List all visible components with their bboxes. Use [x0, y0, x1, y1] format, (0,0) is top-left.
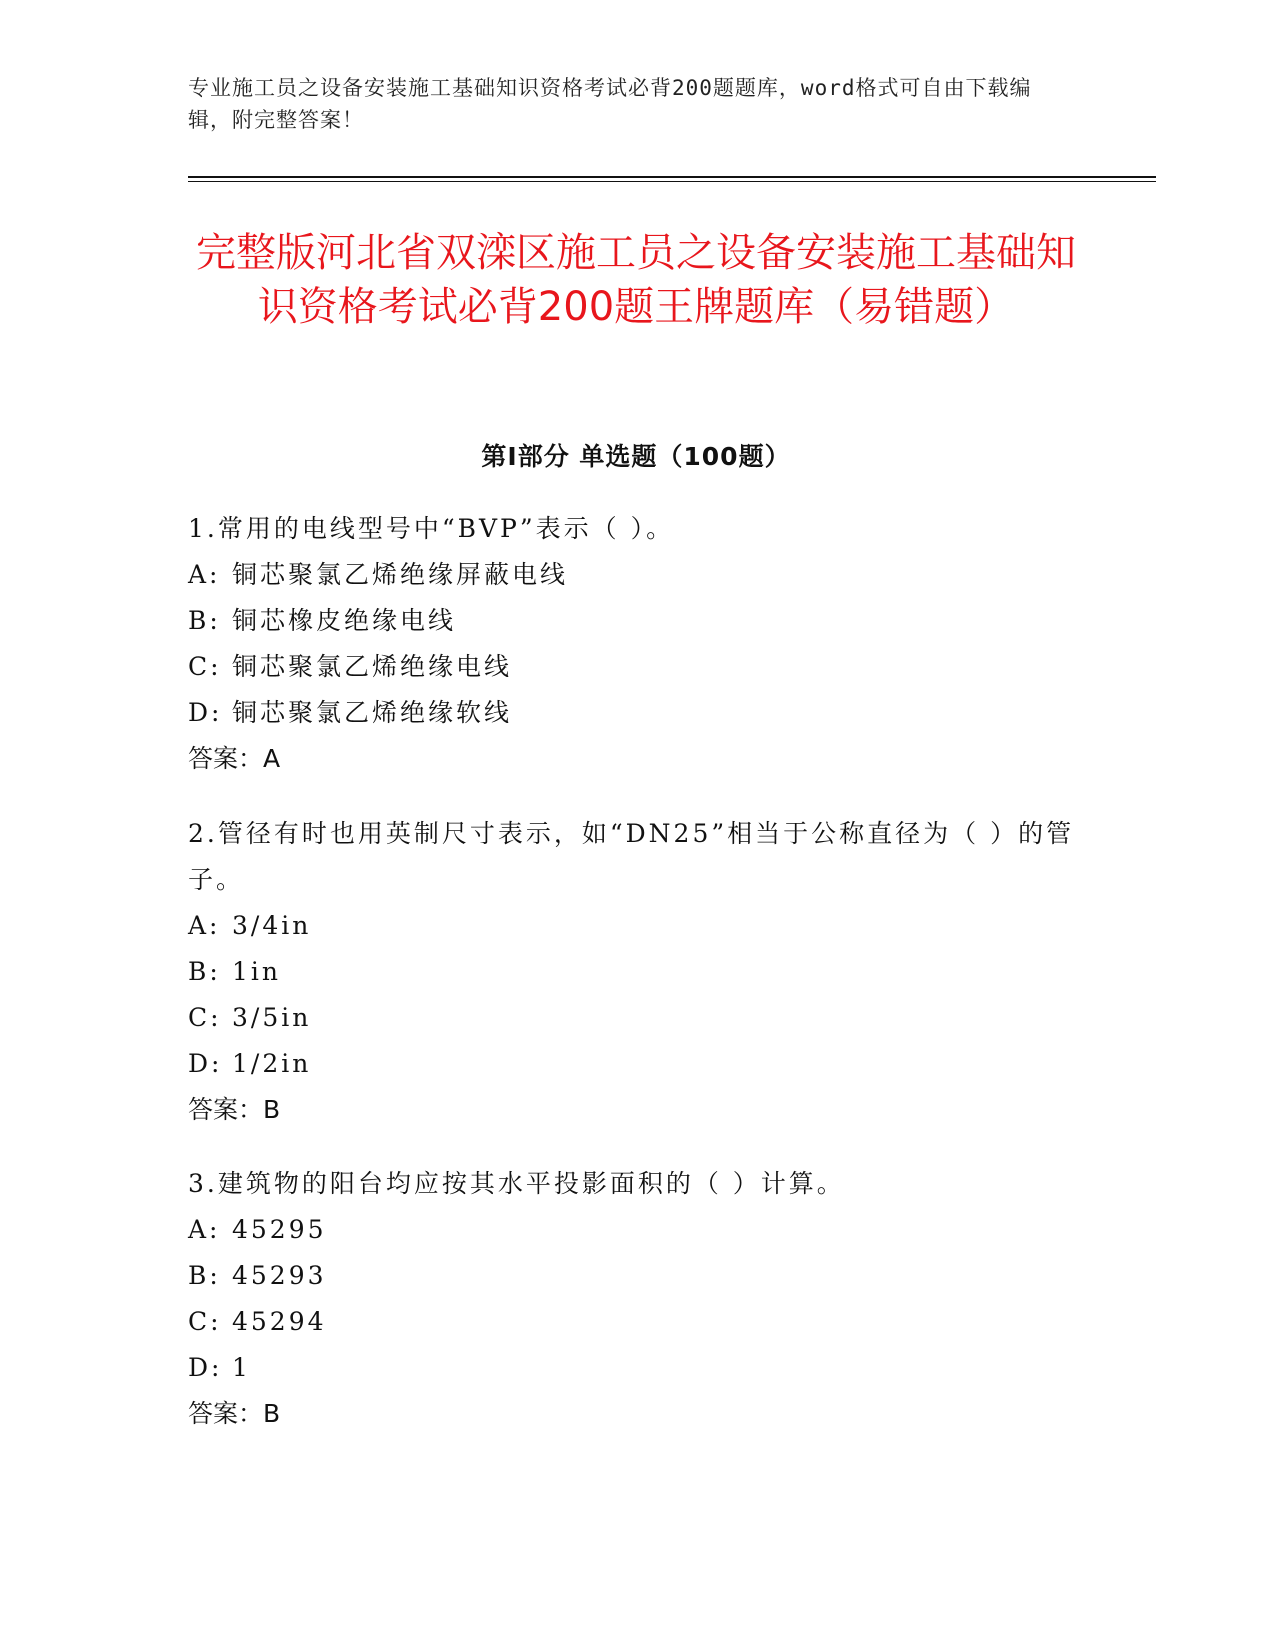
option-d	[188, 690, 1088, 736]
option-label: D:	[188, 698, 223, 727]
option-text: 45295	[232, 1215, 327, 1244]
header-note: 专业施工员之设备安装施工基础知识资格考试必背200题题库，word格式可自由下载编辑，附完整答案！	[188, 76, 1032, 132]
document-title: 完整版河北省双滦区施工员之设备安装施工基础知识资格考试必背200题王牌题库（易错题）	[196, 230, 1076, 330]
option-text: 铜芯橡皮绝缘电线	[232, 606, 457, 635]
option-c	[188, 1299, 1088, 1345]
option-text: 铜芯聚氯乙烯绝缘屏蔽电线	[232, 560, 569, 589]
answer-line: 答案：A	[188, 744, 281, 773]
option-text: 1in	[232, 957, 282, 986]
option-d	[188, 1345, 1088, 1391]
option-label: D:	[188, 1049, 223, 1078]
option-a	[188, 552, 1088, 598]
option-label: C:	[188, 652, 222, 681]
option-label: B:	[188, 1261, 221, 1290]
option-d	[188, 1041, 1088, 1087]
option-text: 1	[232, 1353, 251, 1382]
option-a	[188, 903, 1088, 949]
option-text: 1/2in	[232, 1049, 312, 1078]
option-label: D:	[188, 1353, 223, 1382]
question-stem: 3.建筑物的阳台均应按其水平投影面积的（ ）计算。	[188, 1169, 845, 1198]
option-c	[188, 995, 1088, 1041]
section-title: 第I部分 单选题（100题）	[481, 442, 791, 471]
option-label: A:	[188, 1215, 221, 1244]
question-block	[188, 1161, 1088, 1437]
question-block	[188, 811, 1088, 1133]
option-text: 铜芯聚氯乙烯绝缘软线	[232, 698, 513, 727]
option-b	[188, 1253, 1088, 1299]
option-text: 45293	[232, 1261, 327, 1290]
option-text: 3/4in	[232, 911, 312, 940]
header-divider-thin	[188, 181, 1156, 182]
option-text: 3/5in	[232, 1003, 312, 1032]
option-label: A:	[188, 911, 221, 940]
option-b	[188, 598, 1088, 644]
answer-line: 答案：B	[188, 1399, 281, 1428]
question-stem: 1.常用的电线型号中“BVP”表示（ ）。	[188, 514, 675, 543]
answer-line: 答案：B	[188, 1095, 281, 1124]
option-text: 45294	[232, 1307, 327, 1336]
option-c	[188, 644, 1088, 690]
option-a	[188, 1207, 1088, 1253]
option-label: B:	[188, 957, 221, 986]
option-label: B:	[188, 606, 221, 635]
header-divider-thick	[188, 176, 1156, 178]
question-block	[188, 506, 1088, 782]
option-text: 铜芯聚氯乙烯绝缘电线	[232, 652, 513, 681]
option-label: A:	[188, 560, 221, 589]
option-label: C:	[188, 1307, 222, 1336]
question-stem: 2.管径有时也用英制尺寸表示，如“DN25”相当于公称直径为（ ）的管子。	[188, 819, 1075, 894]
option-b	[188, 949, 1088, 995]
option-label: C:	[188, 1003, 222, 1032]
